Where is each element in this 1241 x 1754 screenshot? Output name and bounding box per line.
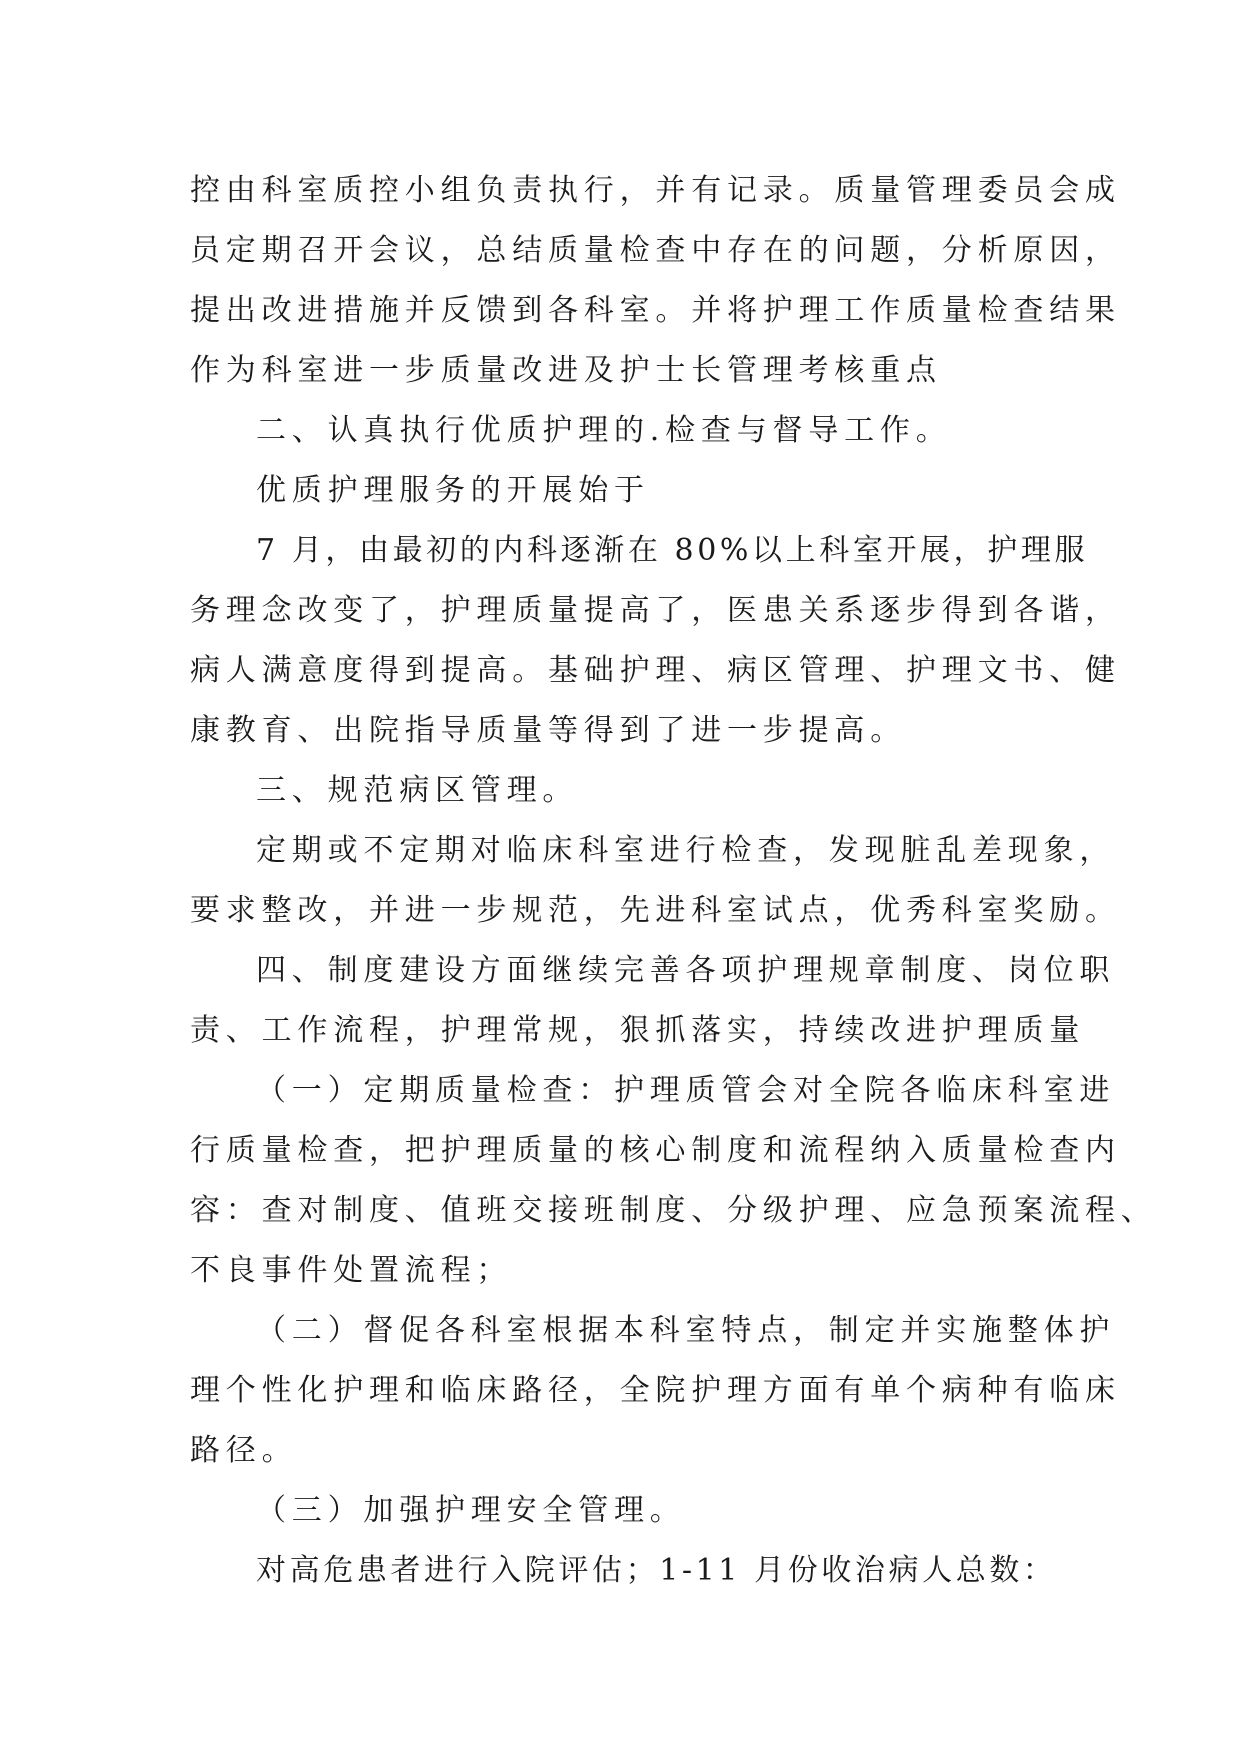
text-line: 行质量检查，把护理质量的核心制度和流程纳入质量检查内 [190,1133,1121,1168]
text-line: 提出改进措施并反馈到各科室。并将护理工作质量检查结果 [190,293,1121,328]
text-line: 对高危患者进行入院评估；1-11 月份收治病人总数： [256,1553,1057,1588]
text-line: 定期或不定期对临床科室进行检查，发现脏乱差现象， [256,833,1116,868]
text-line: 要求整改，并进一步规范，先进科室试点，优秀科室奖励。 [190,893,1121,928]
subsection-heading: （三）加强护理安全管理。 [256,1493,686,1528]
text-line: 优质护理服务的开展始于 [256,473,650,508]
text-line: 理个性化护理和临床路径，全院护理方面有单个病种有临床 [190,1373,1121,1408]
subsection-heading: （一）定期质量检查：护理质管会对全院各临床科室进 [256,1073,1116,1108]
section-heading: 三、规范病区管理。 [256,773,579,808]
text-line: 路径。 [190,1433,298,1468]
text-line: 容：查对制度、值班交接班制度、分级护理、应急预案流程、 [190,1193,1157,1228]
section-heading: 四、制度建设方面继续完善各项护理规章制度、岗位职 [256,953,1116,988]
text-line: 病人满意度得到提高。基础护理、病区管理、护理文书、健 [190,653,1121,688]
text-line: 控由科室质控小组负责执行，并有记录。质量管理委员会成 [190,173,1121,208]
text-line: 务理念改变了，护理质量提高了，医患关系逐步得到各谐， [190,593,1121,628]
text-line: 员定期召开会议，总结质量检查中存在的问题，分析原因， [190,233,1121,268]
text-line: 7 月，由最初的内科逐渐在 80%以上科室开展，护理服 [256,533,1089,568]
text-line: 康教育、出院指导质量等得到了进一步提高。 [190,713,906,748]
text-line: 责、工作流程，护理常规，狠抓落实，持续改进护理质量 [190,1013,1085,1048]
section-heading: 二、认真执行优质护理的.检查与督导工作。 [256,413,952,448]
text-line: 不良事件处置流程； [190,1253,513,1288]
text-line: 作为科室进一步质量改进及护士长管理考核重点 [190,353,942,388]
subsection-heading: （二）督促各科室根据本科室特点，制定并实施整体护 [256,1313,1116,1348]
